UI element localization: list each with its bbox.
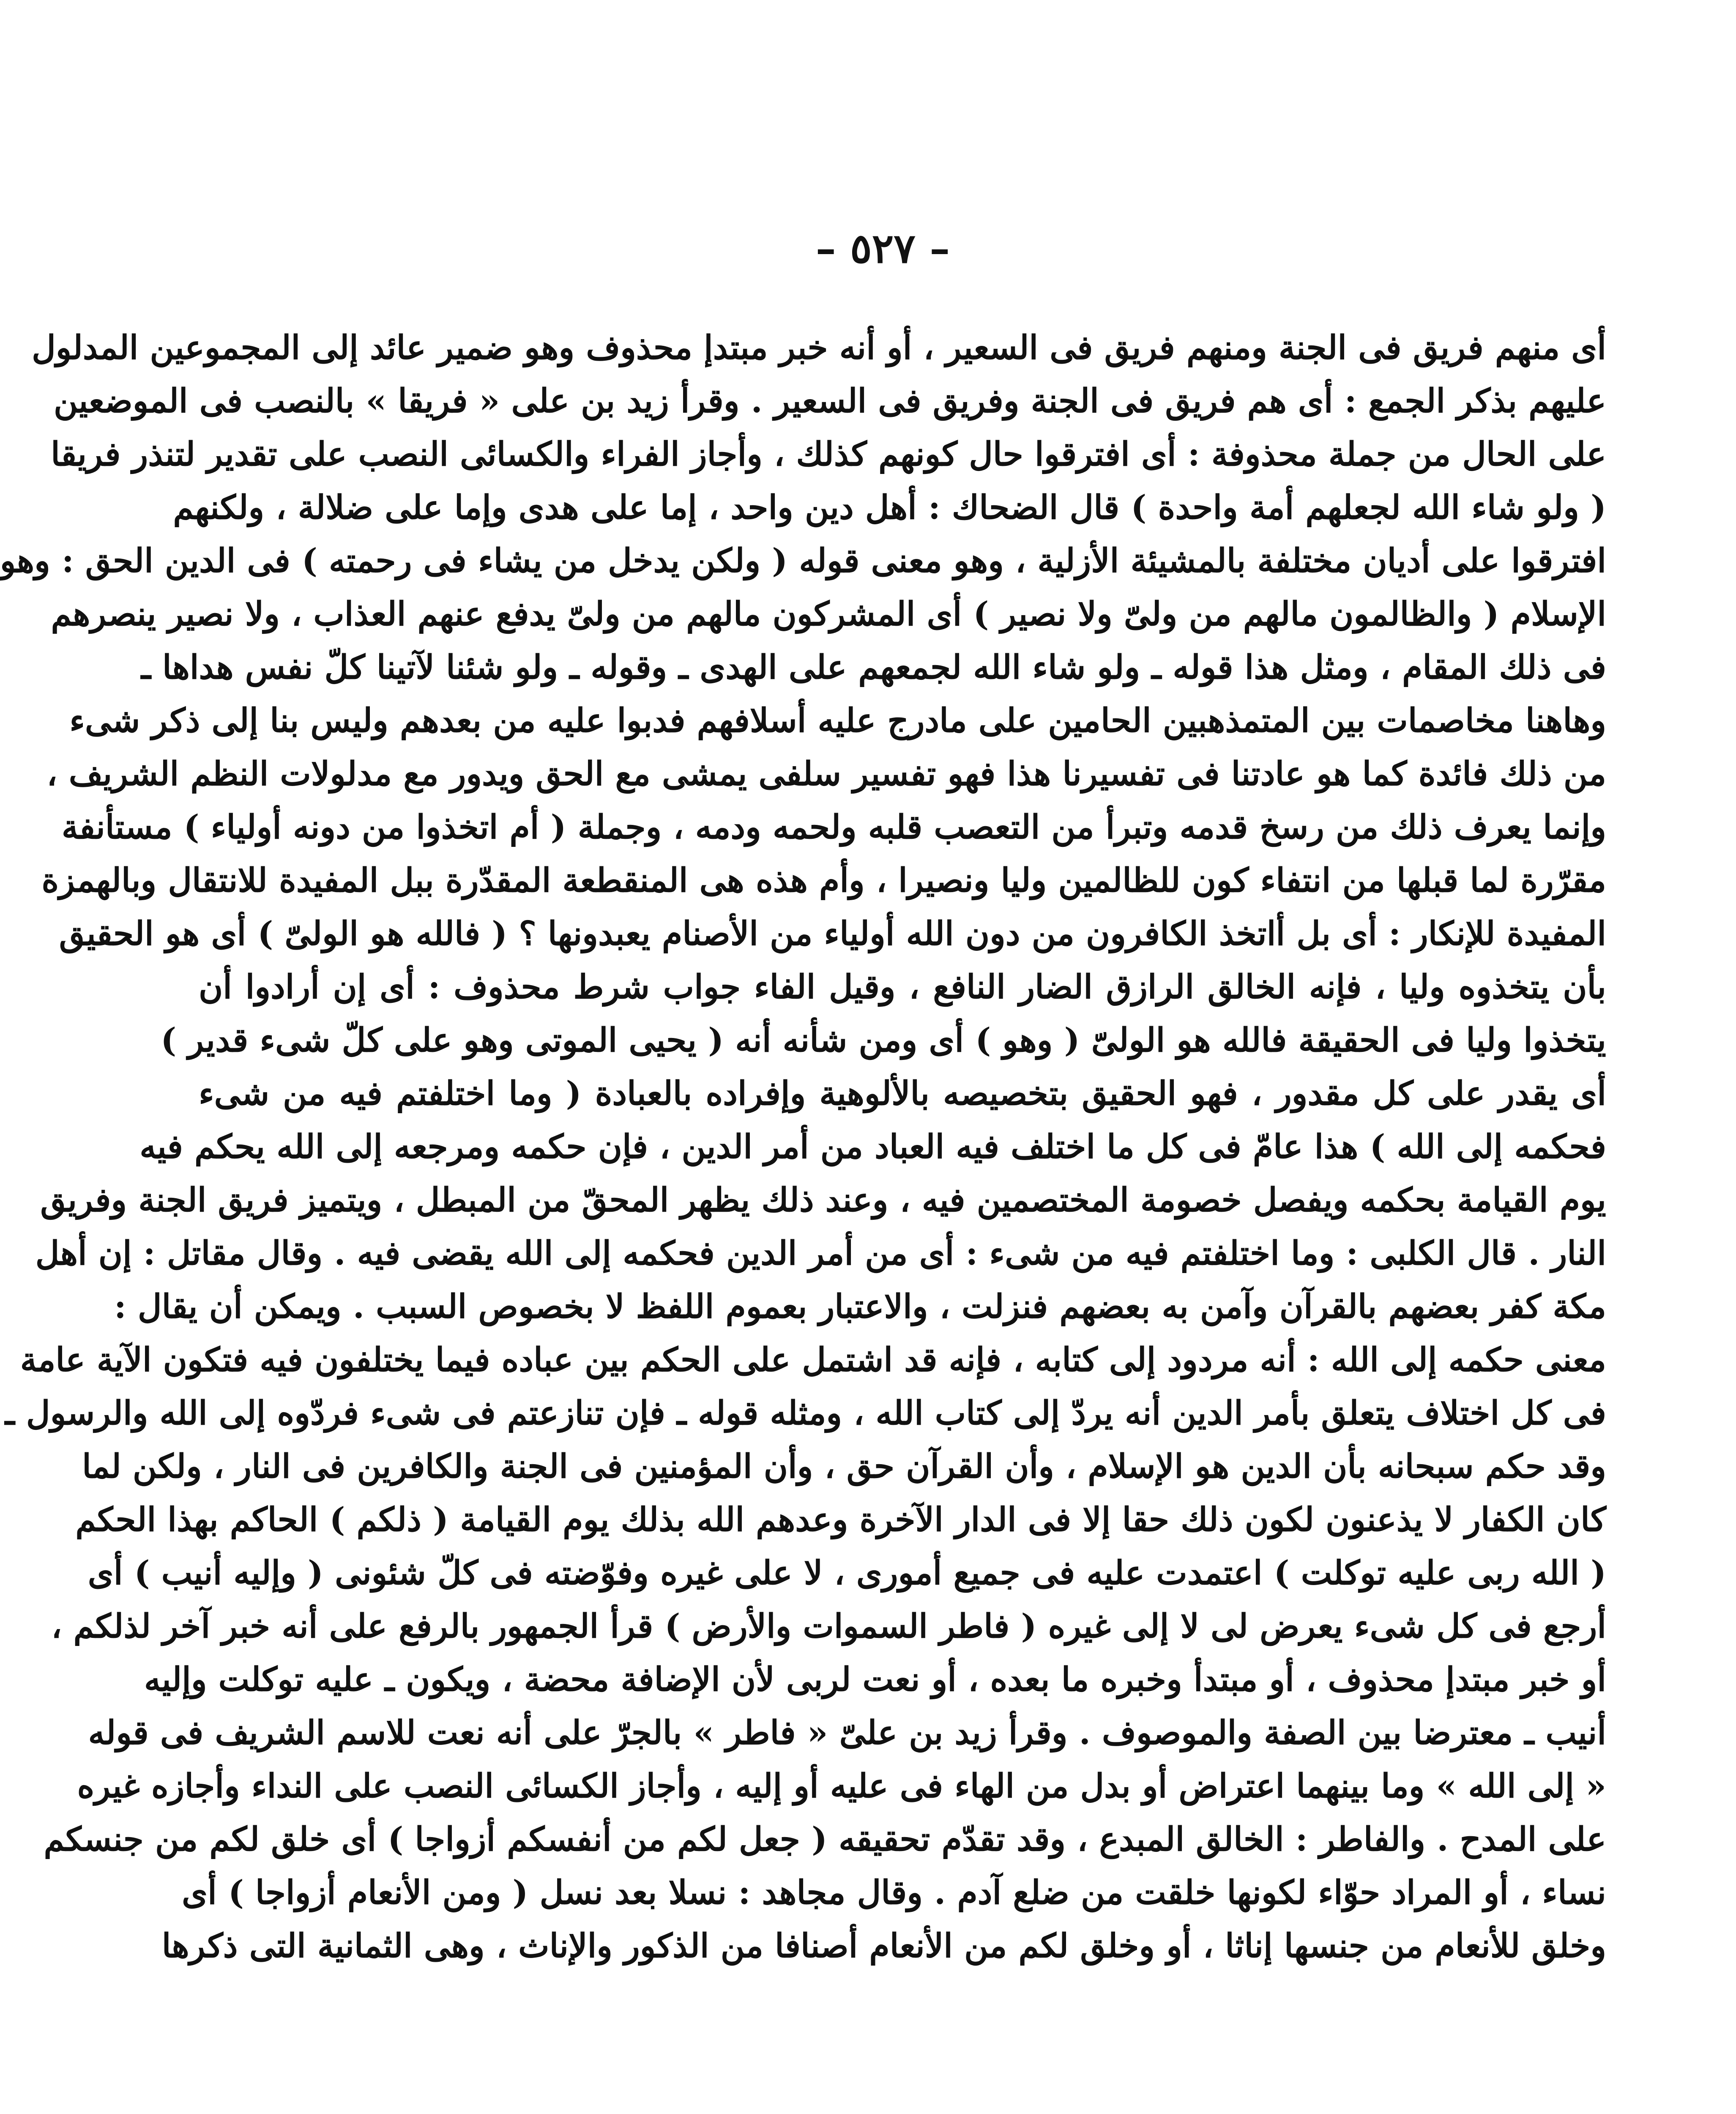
text-line: وإنما يعرف ذلك من رسخ قدمه وتبرأ من التعصب قلبه ولحمه ودمه ، وجملة ( أم اتخذوا من دونه أولياء ) مستأنفة — [61, 808, 1606, 846]
text-line: بأن يتخذوه وليا ، فإنه الخالق الرازق الضار النافع ، وقيل الفاء جواب شرط محذوف : أى إن أرادوا أن — [199, 968, 1606, 1006]
body-text — [0, 321, 1606, 2114]
text-line: ( ولو شاء الله لجعلهم أمة واحدة ) قال الضحاك : أهل دين واحد ، إما على هدى وإما على ضلالة ، ولكنهم — [173, 488, 1606, 527]
text-line: النار . قال الكلبى : وما اختلفتم فيه من شىء : أى من أمر الدين فحكمه إلى الله يقضى فيه . وقال مقاتل : إن أهل — [35, 1234, 1606, 1273]
text-line: أرجع فى كل شىء يعرض لى لا إلى غيره ( فاطر السموات والأرض ) قرأ الجمهور بالرفع على أنه خبر آخر لذلكم ، — [51, 1607, 1606, 1646]
text-line: وقد حكم سبحانه بأن الدين هو الإسلام ، وأن القرآن حق ، وأن المؤمنين فى الجنة والكافرين فى النار ، ولكن لما — [82, 1447, 1606, 1486]
text-line: كان الكفار لا يذعنون لكون ذلك حقا إلا فى الدار الآخرة وعدهم الله بذلك يوم القيامة ( ذلكم ) الحاكم بهذا الحكم — [75, 1501, 1606, 1539]
text-line: أو خبر مبتدإ محذوف ، أو مبتدأ وخبره ما بعده ، أو نعت لربى لأن الإضافة محضة ، ويكون ـ عليه توكلت وإليه — [144, 1660, 1606, 1699]
text-line: عليهم بذكر الجمع : أى هم فريق فى الجنة وفريق فى السعير . وقرأ زيد بن على « فريقا » بالنصب فى الموضعين — [53, 382, 1606, 420]
text-line: يوم القيامة بحكمه ويفصل خصومة المختصمين فيه ، وعند ذلك يظهر المحقّ من المبطل ، ويتميز فريق الجنة وفريق — [40, 1181, 1606, 1219]
text-line: المفيدة للإنكار : أى بل أاتخذ الكافرون من دون الله أولياء من الأصنام يعبدونها ؟ ( فالله هو الولىّ ) أى هو الحقيق — [59, 915, 1606, 953]
text-line: وهاهنا مخاصمات بين المتمذهبين الحامين على مادرج عليه أسلافهم فدبوا عليه من بعدهم وليس بنا إلى ذكر شىء — [69, 701, 1606, 740]
text-line: من ذلك فائدة كما هو عادتنا فى تفسيرنا هذا فهو تفسير سلفى يمشى مع الحق ويدور مع مدلولات النظم الشريف ، — [46, 755, 1606, 793]
text-line: فى كل اختلاف يتعلق بأمر الدين أنه يردّ إلى كتاب الله ، ومثله قوله ـ فإن تنازعتم فى شىء فردّوه إلى الله والرسول ـ — [5, 1394, 1606, 1432]
text-line: أى يقدر على كل مقدور ، فهو الحقيق بتخصيصه بالألوهية وإفراده بالعبادة ( وما اختلفتم فيه من شىء — [199, 1074, 1606, 1113]
page-number: – ٥٢٧ – — [815, 225, 950, 272]
text-line: مكة كفر بعضهم بالقرآن وآمن به بعضهم فنزلت ، والاعتبار بعموم اللفظ لا بخصوص السبب . ويمكن أن يقال : — [114, 1287, 1606, 1326]
text-line: أى منهم فريق فى الجنة ومنهم فريق فى السعير ، أو أنه خبر مبتدإ محذوف وهو ضمير عائد إلى المجموعين المدلول — [32, 329, 1606, 367]
text-line: على الحال من جملة محذوفة : أى افترقوا حال كونهم كذلك ، وأجاز الفراء والكسائى النصب على تقدير لتنذر فريقا — [51, 435, 1606, 474]
text-line: معنى حكمه إلى الله : أنه مردود إلى كتابه ، فإنه قد اشتمل على الحكم بين عباده فيما يختلفون فيه فتكون الآية عامة — [20, 1341, 1606, 1379]
text-line: نساء ، أو المراد حوّاء لكونها خلقت من ضلع آدم . وقال مجاهد : نسلا بعد نسل ( ومن الأنعام أزواجا ) أى — [182, 1873, 1606, 1912]
text-line: مقرّرة لما قبلها من انتفاء كون للظالمين وليا ونصيرا ، وأم هذه هى المنقطعة المقدّرة ببل المفيدة للانتقال وبالهمزة — [41, 861, 1606, 900]
text-line: فحكمه إلى الله ) هذا عامّ فى كل ما اختلف فيه العباد من أمر الدين ، فإن حكمه ومرجعه إلى الله يحكم فيه — [139, 1128, 1606, 1166]
text-line: وخلق للأنعام من جنسها إناثا ، أو وخلق لكم من الأنعام أصنافا من الذكور والإناث ، وهى الثمانية التى ذكرها — [161, 1927, 1606, 1965]
text-line: على المدح . والفاطر : الخالق المبدع ، وقد تقدّم تحقيقه ( جعل لكم من أنفسكم أزواجا ) أى خلق لكم من جنسكم — [44, 1820, 1606, 1859]
text-line: الإسلام ( والظالمون مالهم من ولىّ ولا نصير ) أى المشركون مالهم من ولىّ يدفع عنهم العذاب ، ولا نصير ينصرهم — [51, 595, 1606, 633]
text-line: ( الله ربى عليه توكلت ) اعتمدت عليه فى جميع أمورى ، لا على غيره وفوّضته فى كلّ شئونى ( وإليه أنيب ) أى — [87, 1554, 1606, 1592]
text-line: فى ذلك المقام ، ومثل هذا قوله ـ ولو شاء الله لجمعهم على الهدى ـ وقوله ـ ولو شئنا لآتينا كلّ نفس هداها ـ — [141, 648, 1606, 687]
text-line: أنيب ـ معترضا بين الصفة والموصوف . وقرأ زيد بن علىّ « فاطر » بالجرّ على أنه نعت للاسم الشريف فى قوله — [88, 1714, 1606, 1752]
text-line: « إلى الله » وما بينهما اعتراض أو بدل من الهاء فى عليه أو إليه ، وأجاز الكسائى النصب على النداء وأجازه غيره — [77, 1767, 1606, 1805]
text-line: افترقوا على أديان مختلفة بالمشيئة الأزلية ، وهو معنى قوله ( ولكن يدخل من يشاء فى رحمته ) فى الدين الحق : وهو — [0, 542, 1606, 580]
text-line: يتخذوا وليا فى الحقيقة فالله هو الولىّ ( وهو ) أى ومن شأنه أنه ( يحيى الموتى وهو على كلّ شىء قدير ) — [161, 1021, 1606, 1060]
